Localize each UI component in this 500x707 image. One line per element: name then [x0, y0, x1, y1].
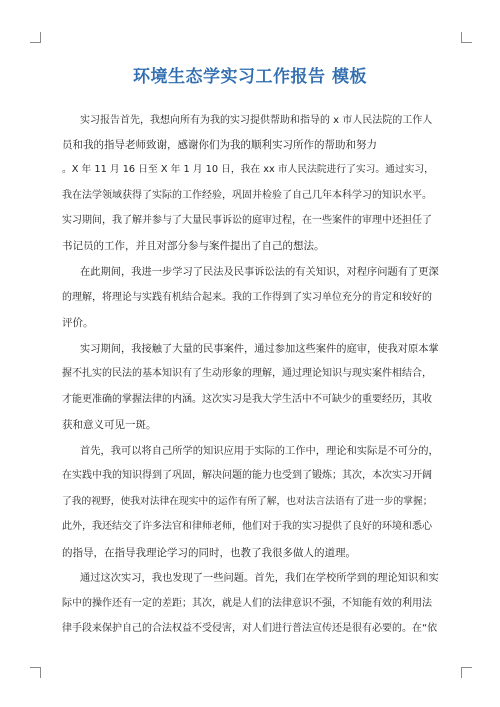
body-line: 握不扎实的民法的基本知识有了生动形象的理解，通过理论知识与现实案件相结合，	[62, 368, 432, 379]
crop-mark-bottom-left	[30, 667, 41, 678]
body-line: 在此期间，我进一步学习了民法及民事诉讼法的有关知识，对程序问题有了更深	[80, 266, 439, 278]
crop-mark-top-right	[461, 32, 472, 43]
body-line: 才能更准确的掌握法律的内涵。这次实习是我大学生活中不可缺少的重要经历，其收	[62, 394, 432, 405]
body-line: 实习报告首先，我想向所有为我的实习提供帮助和指导的 x 市人民法院的工作人	[80, 115, 433, 126]
body-line: 员和我的指导老师致谢，感谢你们为我的顺利实习所作的帮助和努力	[62, 139, 377, 151]
body-line: 首先，我可以将自己所学的知识应用于实际的工作中，理论和实际是不可分的，	[80, 445, 439, 457]
body-line: 际中的操作还有一定的差距；其次，就是人们的法律意识不强，不知能有效的利用法	[62, 598, 432, 609]
body-line: 此外，我还结交了许多法官和律师老师，他们对于我的实习提供了良好的环境和悉心	[62, 521, 432, 532]
body-line: 通过这次实习，我也发现了一些问题。首先，我们在学校所学到的理论知识和实	[80, 572, 439, 584]
body-line: 。X 年 11 月 16 日至 X 年 1 月 10 日，我在 xx 市人民法院进行了实习。通过实习，	[62, 164, 434, 175]
body-line: 获和意义可见一斑。	[62, 419, 157, 431]
body-line: 实习期间，我了解并参与了大量民事诉讼的庭审过程，在一些案件的审理中还担任了	[62, 215, 432, 226]
document-title: 环境生态学实习工作报告 模板	[133, 67, 367, 87]
body-line: 实习期间，我接触了大量的民事案件，通过参加这些案件的庭审，使我对原本掌	[80, 343, 439, 355]
crop-mark-bottom-right	[461, 667, 472, 678]
crop-mark-top-left	[30, 32, 41, 43]
body-line: 我在法学领域获得了实际的工作经验，巩固并检验了自己几年本科学习的知识水平。	[62, 190, 432, 201]
body-line: 在实践中我的知识得到了巩固，解决问题的能力也受到了锻炼；其次，本次实习开阔	[62, 470, 432, 481]
body-line: 书记员的工作，并且对部分参与案件提出了自己的想法。	[62, 240, 325, 252]
body-line: 的理解，将理论与实践有机结合起来。我的工作得到了实习单位充分的肯定和较好的	[62, 292, 432, 303]
body-line: 了我的视野，使我对法律在现实中的运作有所了解，也对法言法语有了进一步的掌握；	[62, 496, 433, 507]
body-line: 律手段来保护自己的合法权益不受侵害，对人们进行普法宣传还是很有必要的。在“依	[62, 623, 438, 634]
body-line: 的指导，在指导我理论学习的同时，也教了我很多做人的道理。	[62, 547, 356, 559]
body-line: 评价。	[62, 317, 94, 329]
